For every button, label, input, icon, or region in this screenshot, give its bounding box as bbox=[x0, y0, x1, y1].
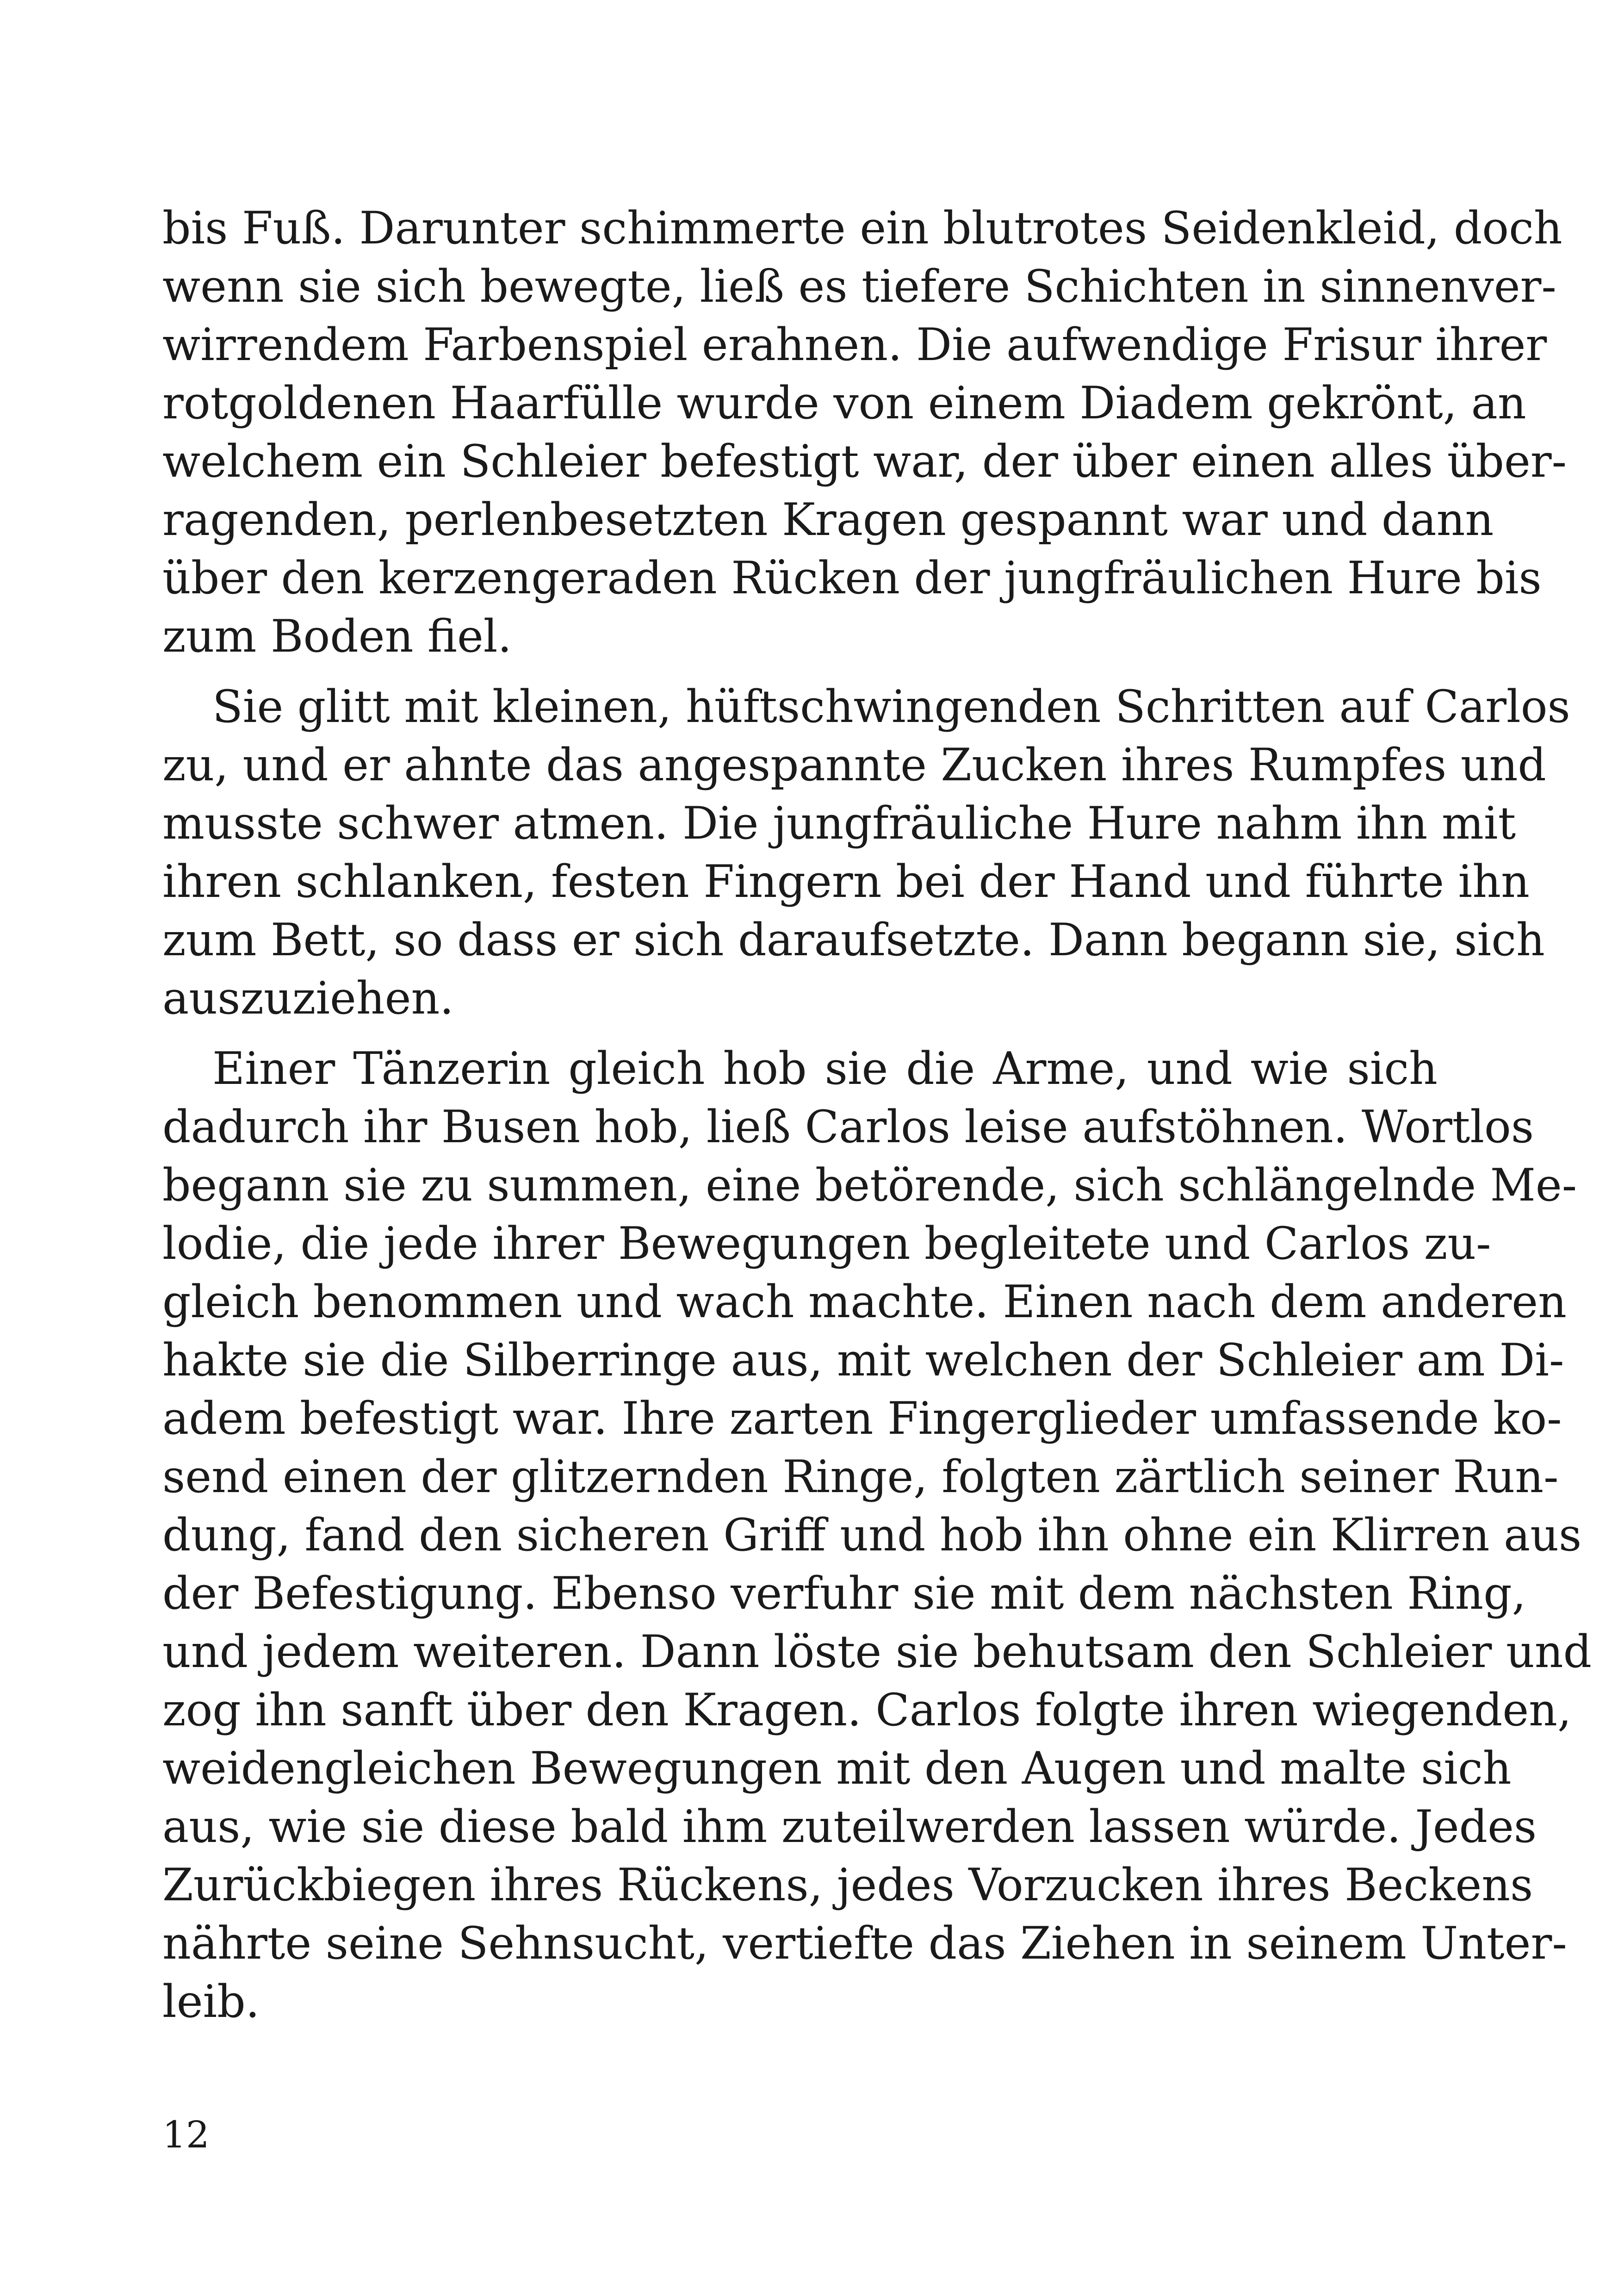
text-line: über den kerzengeraden Rücken der jungfräulichen Hure bis bbox=[162, 552, 1542, 604]
text-line: Zurückbiegen ihres Rückens, jedes Vorzucken ihres Beckens bbox=[162, 1859, 1533, 1911]
paragraph-spacer bbox=[162, 666, 1438, 678]
text-line: gleich benommen und wach machte. Einen nach dem anderen bbox=[162, 1276, 1567, 1328]
text-line: der Befestigung. Ebenso verfuhr sie mit dem nächsten Ring, bbox=[162, 1568, 1526, 1619]
text-line: wirrendem Farbenspiel erahnen. Die aufwendige Frisur ihrer bbox=[162, 319, 1547, 371]
text-line: zu, und er ahnte das angespannte Zucken ihres Rumpfes und bbox=[162, 739, 1546, 791]
body-text bbox=[162, 199, 1592, 2031]
text-line: aus, wie sie diese bald ihm zuteilwerden lassen würde. Jedes bbox=[162, 1801, 1537, 1853]
paragraph bbox=[162, 199, 1567, 666]
text-line: dadurch ihr Busen hob, ließ Carlos leise aufstöhnen. Wortlos bbox=[162, 1101, 1534, 1153]
text-line: Sie glitt mit kleinen, hüftschwingenden Schritten auf Carlos bbox=[212, 681, 1570, 733]
text-line: leib. bbox=[162, 1976, 260, 2028]
text-line: begann sie zu summen, eine betörende, sich schlängelnde Me- bbox=[162, 1159, 1577, 1211]
text-line: adem befestigt war. Ihre zarten Fingerglieder umfassende ko- bbox=[162, 1393, 1562, 1444]
text-line: wenn sie sich bewegte, ließ es tiefere Schichten in sinnenver- bbox=[162, 261, 1556, 312]
paragraph bbox=[162, 678, 1570, 1027]
text-line: dung, fand den sicheren Griff und hob ihn ohne ein Klirren aus bbox=[162, 1509, 1582, 1561]
text-line: auszuziehen. bbox=[162, 972, 454, 1024]
text-line: weidengleichen Bewegungen mit den Augen und malte sich bbox=[162, 1742, 1512, 1794]
paragraph bbox=[162, 1039, 1592, 2031]
text-line: send einen der glitzernden Ringe, folgten zärtlich seiner Run- bbox=[162, 1451, 1559, 1503]
text-line: welchem ein Schleier befestigt war, der über einen alles über- bbox=[162, 436, 1567, 487]
text-line: bis Fuß. Darunter schimmerte ein blutrotes Seidenkleid, doch bbox=[162, 202, 1562, 254]
text-line: Einer Tänzerin gleich hob sie die Arme, und wie sich bbox=[212, 1043, 1438, 1095]
text-line: musste schwer atmen. Die jungfräuliche Hure nahm ihn mit bbox=[162, 797, 1516, 849]
text-line: ragenden, perlenbesetzten Kragen gespannt war und dann bbox=[162, 494, 1494, 546]
text-line: und jedem weiteren. Dann löste sie behutsam den Schleier und bbox=[162, 1626, 1592, 1678]
text-line: nährte seine Sehnsucht, vertiefte das Ziehen in seinem Unter- bbox=[162, 1917, 1567, 1969]
text-line: ihren schlanken, festen Fingern bei der Hand und führte ihn bbox=[162, 856, 1530, 908]
text-line: zum Bett, so dass er sich daraufsetzte. Dann begann sie, sich bbox=[162, 914, 1545, 966]
text-line: zog ihn sanft über den Kragen. Carlos folgte ihren wiegenden, bbox=[162, 1684, 1572, 1736]
paragraph-spacer bbox=[162, 1027, 1438, 1039]
text-line: lodie, die jede ihrer Bewegungen begleitete und Carlos zu- bbox=[162, 1218, 1491, 1269]
text-line: zum Boden fiel. bbox=[162, 610, 512, 662]
text-line: hakte sie die Silberringe aus, mit welchen der Schleier am Di- bbox=[162, 1334, 1564, 1386]
text-line: rotgoldenen Haarfülle wurde von einem Diadem gekrönt, an bbox=[162, 377, 1526, 429]
page-number: 12 bbox=[162, 2113, 210, 2156]
